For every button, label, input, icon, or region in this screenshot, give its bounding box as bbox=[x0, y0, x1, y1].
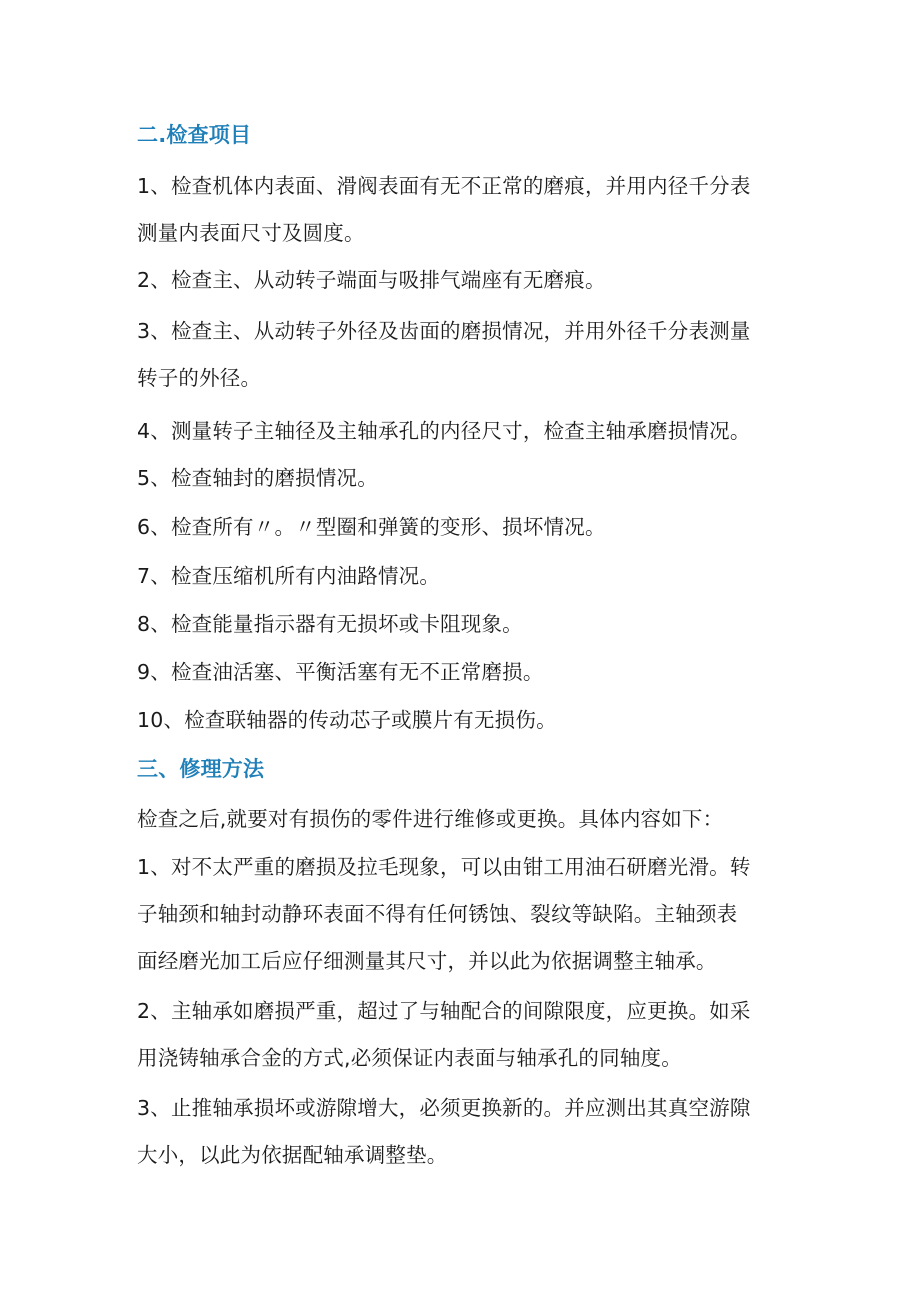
paragraph-line: 2、检查主、从动转子端面与吸排气端座有无磨痕。 bbox=[137, 268, 606, 292]
paragraph-line: 1、检查机体内表面、滑阀表面有无不正常的磨痕，并用内径千分表 bbox=[137, 174, 751, 198]
section-heading-inspection: 二.检查项目 bbox=[137, 123, 252, 147]
paragraph-line: 5、检查轴封的磨损情况。 bbox=[137, 466, 378, 490]
paragraph-line: 面经磨光加工后应仔细测量其尺寸，并以此为依据调整主轴承。 bbox=[137, 949, 717, 973]
paragraph-line: 2、主轴承如磨损严重，超过了与轴配合的间隙限度，应更换。如采 bbox=[137, 999, 751, 1023]
paragraph-line: 用浇铸轴承合金的方式,必须保证内表面与轴承孔的同轴度。 bbox=[137, 1046, 682, 1070]
paragraph-line: 7、检查压缩机所有内油路情况。 bbox=[137, 564, 441, 588]
paragraph-line: 10、检查联轴器的传动芯子或膜片有无损伤。 bbox=[137, 708, 557, 732]
paragraph-line: 转子的外径。 bbox=[137, 366, 262, 390]
paragraph-line: 4、测量转子主轴径及主轴承孔的内径尺寸，检查主轴承磨损情况。 bbox=[137, 419, 751, 443]
paragraph-line: 3、止推轴承损坏或游隙增大，必须更换新的。并应测出其真空游隙 bbox=[137, 1096, 751, 1120]
paragraph-line: 检查之后,就要对有损伤的零件进行维修或更换。具体内容如下： bbox=[137, 807, 724, 831]
paragraph-line: 3、检查主、从动转子外径及齿面的磨损情况，并用外径千分表测量 bbox=[137, 319, 751, 343]
paragraph-line: 1、对不太严重的磨损及拉毛现象，可以由钳工用油石研磨光滑。转 bbox=[137, 855, 751, 879]
paragraph-line: 8、检查能量指示器有无损坏或卡阻现象。 bbox=[137, 612, 523, 636]
section-heading-repair: 三、修理方法 bbox=[137, 757, 265, 781]
paragraph-line: 测量内表面尺寸及圆度。 bbox=[137, 221, 365, 245]
paragraph-line: 9、检查油活塞、平衡活塞有无不正常磨损。 bbox=[137, 660, 544, 684]
paragraph-line: 6、检查所有〃。〃型圈和弹簧的变形、损坏情况。 bbox=[137, 515, 606, 539]
paragraph-line: 大小，以此为依据配轴承调整垫。 bbox=[137, 1143, 448, 1167]
paragraph-line: 子轴颈和轴封动静环表面不得有任何锈蚀、裂纹等缺陷。主轴颈表 bbox=[137, 902, 738, 926]
